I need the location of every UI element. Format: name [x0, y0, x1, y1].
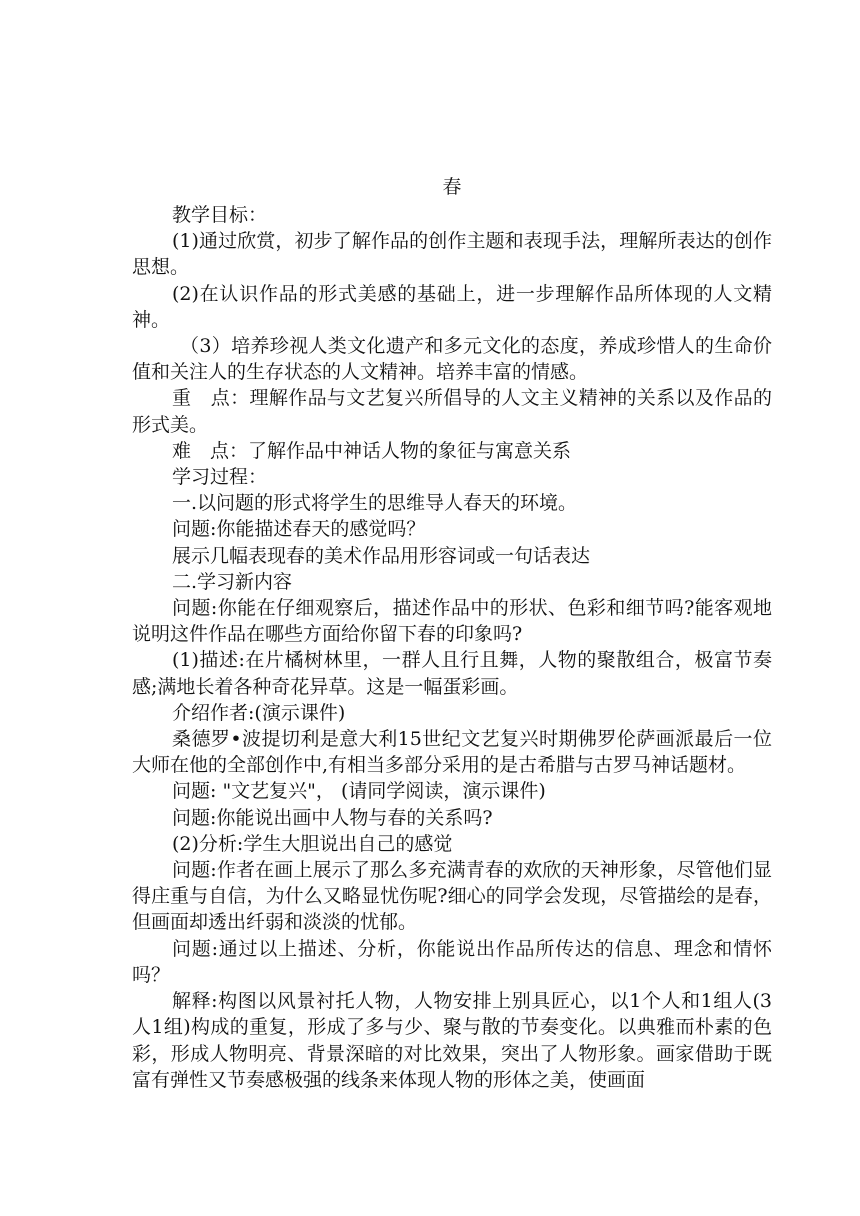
- question-relation: 问题:你能说出画中人物与春的关系吗?: [172, 806, 493, 829]
- question-spring-feeling: 问题:你能描述春天的感觉吗？: [172, 518, 426, 541]
- objective-2: (2)在认识作品的形式美感的基础上，进一步理解作品所体现的人文精神。: [132, 282, 772, 331]
- author-bio: 桑德罗•波提切利是意大利15世纪文艺复兴时期佛罗伦萨画派最后一位大师在他的全部创作中,有相当多部分采用的是古希腊与古罗马神话题材。: [132, 728, 772, 777]
- objective-3: （3）培养珍视人类文化遗产和多元文化的态度，养成珍惜人的生命价值和关注人的生存状态的人文精神。培养丰富的情感。: [132, 335, 772, 384]
- objective-1: (1)通过欣赏，初步了解作品的创作主题和表现手法，理解所表达的创作思想。: [132, 230, 772, 279]
- show-artworks: 展示几幅表现春的美术作品用形容词或一句话表达: [172, 544, 591, 567]
- analysis: (2)分析:学生大胆说出自己的感觉: [172, 832, 453, 855]
- key-point: 重 点：理解作品与文艺复兴所倡导的人文主义精神的关系以及作品的形式美。: [132, 387, 772, 436]
- difficult-point: 难 点：了解作品中神话人物的象征与寓意关系: [172, 439, 572, 462]
- question-message: 问题:通过以上描述、分析，你能说出作品所传达的信息、理念和情怀吗？: [132, 937, 772, 986]
- heading-objectives: 教学目标：: [172, 204, 268, 226]
- document-title: 春: [442, 176, 462, 198]
- introduce-author: 介绍作者:(演示课件): [172, 701, 346, 724]
- section-one: 一.以问题的形式将学生的思维导人春天的环境。: [172, 492, 578, 515]
- section-two: 二.学习新内容: [172, 570, 293, 593]
- description: (1)描述:在片橘树林里，一群人且行且舞，人物的聚散组合，极富节奏感;满地长着各种奇花异草。这是一幅蛋彩画。: [132, 649, 772, 698]
- explanation: 解释:构图以风景衬托人物，人物安排上别具匠心，以1个人和1组人(3人1组)构成的重复，形成了多与少、聚与散的节奏变化。以典雅而朴素的色彩，形成人物明亮、背景深暗的对比效果，突出了人物形象。画家借助于既富有弹性又节奏感极强的线条来体现人物的形体之美，使画面: [132, 990, 772, 1091]
- heading-process: 学习过程：: [172, 466, 268, 489]
- question-melancholy: 问题:作者在画上展示了那么多充满青春的欢欣的天神形象，尽管他们显得庄重与自信，为什么又略显忧伤呢?细心的同学会发现，尽管描绘的是春，但画面却透出纤弱和淡淡的忧郁。: [132, 859, 772, 934]
- question-observe: 问题:你能在仔细观察后，描述作品中的形状、色彩和细节吗?能客观地说明这件作品在哪些方面给你留下春的印象吗?: [132, 597, 772, 646]
- document-page: [132, 172, 772, 1093]
- question-renaissance: 问题: "文艺复兴"， (请同学阅读，演示课件): [172, 780, 546, 803]
